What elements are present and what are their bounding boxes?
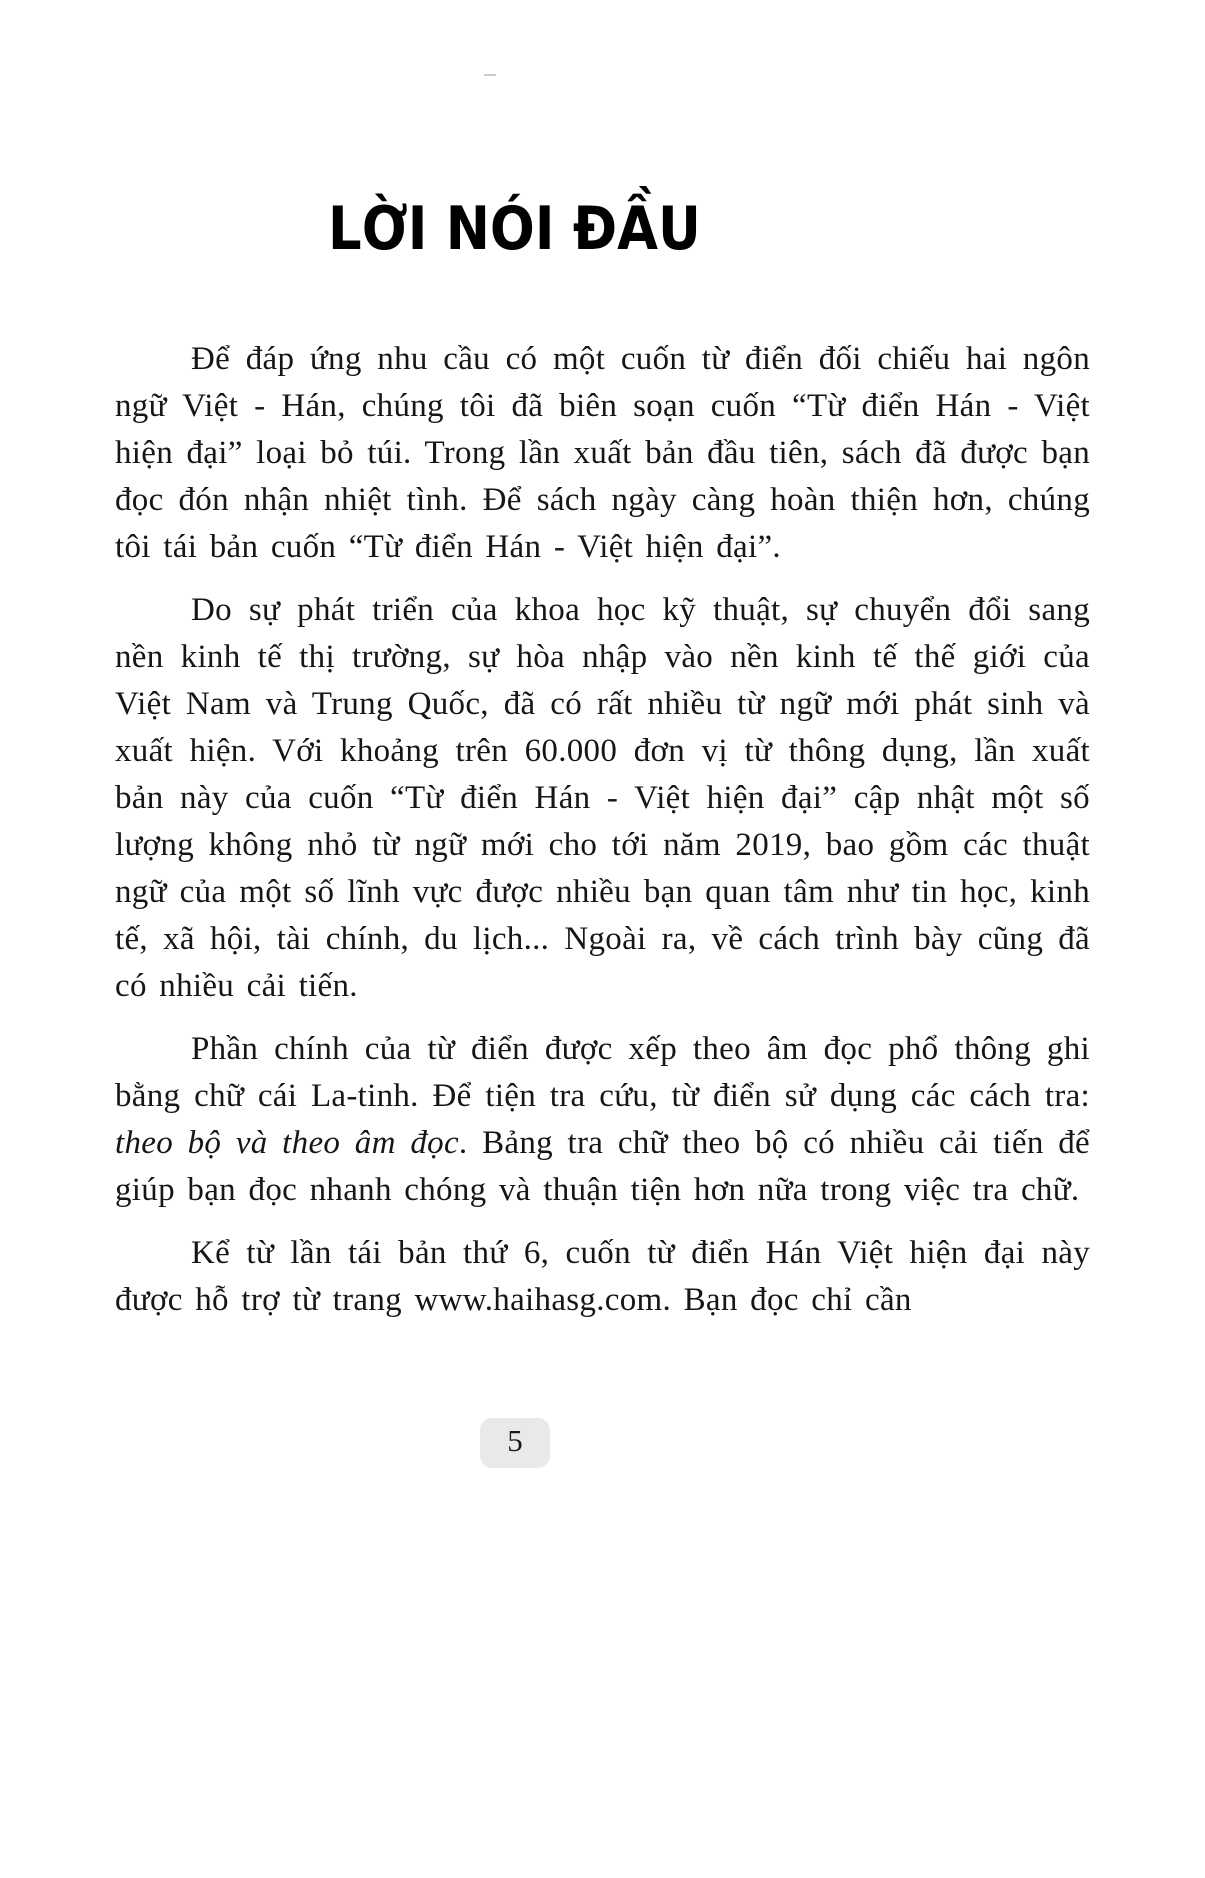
paragraph: [115, 1026, 1090, 1214]
paragraph-text: Phần chính của từ điển được xếp theo âm đọc phổ thông ghi bằng chữ cái La-tinh. Để tiện tra cứu, từ điển sử dụng các cách tra:: [115, 1031, 1090, 1114]
paragraph-text: . Bảng tra chữ theo bộ có nhiều cải tiến để giúp bạn đọc nhanh chóng và thuận tiện hơn nữa trong việc tra chữ.: [115, 1125, 1090, 1208]
paragraph-text-italic: theo bộ và theo âm đọc: [115, 1125, 459, 1161]
paragraph: [115, 1230, 1090, 1324]
page-body: [115, 336, 1090, 1324]
paragraph-text: Do sự phát triển của khoa học kỹ thuật, sự chuyển đổi sang nền kinh tế thị trường, sự hòa nhập vào nền kinh tế thế giới của Việt Nam và Trung Quốc, đã có rất nhiều từ ngữ mới phát sinh và xuất hiện. Với khoảng trên 60.000 đơn vị từ thông dụng, lần xuất bản này của cuốn “Từ điển Hán - Việt hiện đại” cập nhật một số lượng không nhỏ từ ngữ mới cho tới năm 2019, bao gồm các thuật ngữ của một số lĩnh vực được nhiều bạn quan tâm như tin học, kinh tế, xã hội, tài chính, du lịch... Ngoài ra, về cách trình bày cũng đã có nhiều cải tiến.: [115, 592, 1090, 1004]
page-title: LỜI NÓI ĐẦU: [327, 194, 701, 264]
page-number-badge: [0, 1418, 1030, 1468]
page-number: 5: [480, 1418, 550, 1468]
paragraph: [115, 336, 1090, 571]
paragraph-text: Kể từ lần tái bản thứ 6, cuốn từ điển Hán Việt hiện đại này được hỗ trợ từ trang www.haihasg.com. Bạn đọc chỉ cần: [115, 1235, 1090, 1318]
paragraph: [115, 587, 1090, 1010]
paragraph-text: Để đáp ứng nhu cầu có một cuốn từ điển đối chiếu hai ngôn ngữ Việt - Hán, chúng tôi đã biên soạn cuốn “Từ điển Hán - Việt hiện đại” loại bỏ túi. Trong lần xuất bản đầu tiên, sách đã được bạn đọc đón nhận nhiệt tình. Để sách ngày càng hoàn thiện hơn, chúng tôi tái bản cuốn “Từ điển Hán - Việt hiện đại”.: [115, 341, 1090, 565]
